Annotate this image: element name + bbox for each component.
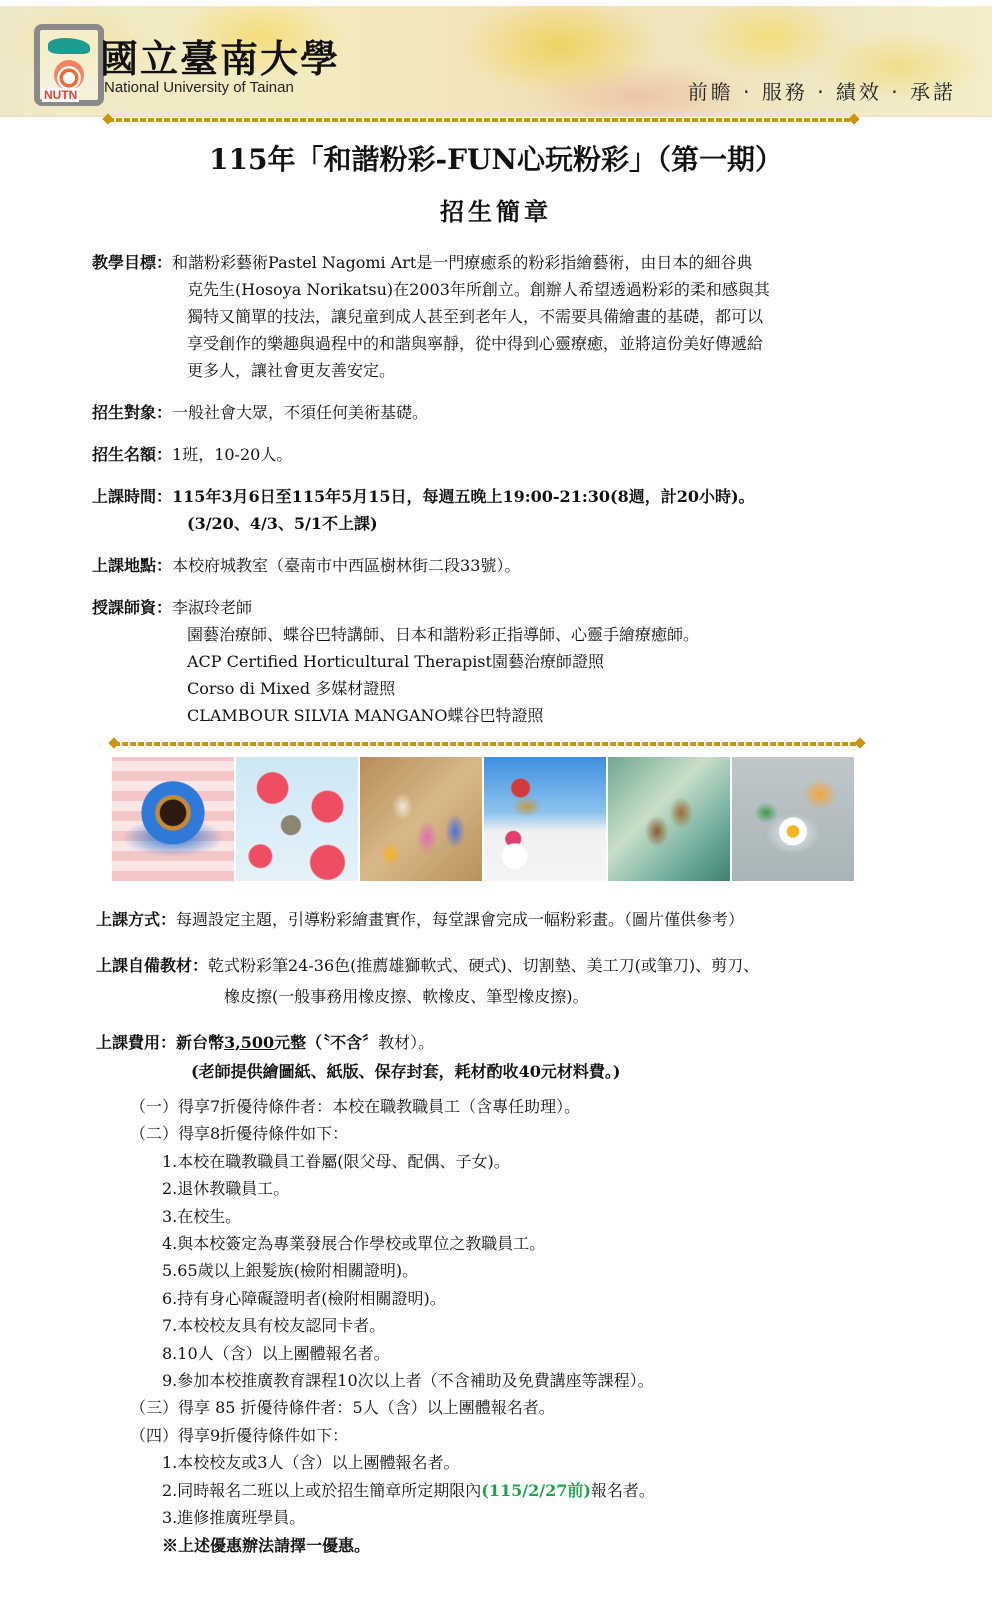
coffee-cup-artwork-image <box>112 757 234 881</box>
materials-label: 上課自備教材： <box>96 956 209 975</box>
discount-tier-2-item: 7.本校校友具有校友認同卡者。 <box>162 1316 386 1336</box>
discount-tier-2-item: 1.本校在職教職員工眷屬(限父母、配偶、子女)。 <box>162 1151 510 1171</box>
section-fee <box>96 1028 620 1086</box>
fee-suffix: 元整（ <box>274 1033 323 1052</box>
pine-cone-artwork-image <box>608 757 730 881</box>
carnation-artwork-image <box>236 757 358 881</box>
goal-line-4: 享受創作的樂趣與過程中的和諧與寧靜，從中得到心靈療癒，並將這份美好傳遞給 <box>187 334 764 353</box>
section-materials <box>96 950 759 1012</box>
method-label: 上課方式： <box>96 910 177 929</box>
discount-tier-3: （三）得享 85 折優待條件者：5人（含）以上團體報名者。 <box>130 1398 555 1418</box>
discount-tier-4: （四）得享9折優待條件如下： <box>130 1425 349 1445</box>
section-target <box>92 399 428 426</box>
schedule-note: (3/20、4/3、5/1不上課) <box>187 514 378 533</box>
fee-amount: 3,500 <box>224 1033 275 1052</box>
university-name-en: National University of Tainan <box>104 79 294 96</box>
goal-line-5: 更多人，讓社會更友善安定。 <box>187 361 396 380</box>
early-registration-text: 2.同時報名二班以上或於招生簡章所定期限內 <box>162 1480 482 1500</box>
discount-tier-2-item: 5.65歲以上銀髮族(檢附相關證明)。 <box>162 1261 419 1281</box>
university-logo <box>34 24 104 106</box>
registration-deadline: (115/2/27前) <box>481 1480 591 1500</box>
section-goal <box>92 249 882 384</box>
top-divider <box>108 118 854 122</box>
discount-tier-1: （一）得享7折優待條件者：本校在職教職員工（含專任助理）。 <box>130 1097 581 1116</box>
instructor-label: 授課師資： <box>92 598 173 617</box>
logo-bird-icon <box>48 38 90 54</box>
page-subtitle: 招生簡章 <box>440 197 552 226</box>
instructor-credential-3: Corso di Mixed 多媒材證照 <box>187 679 396 698</box>
target-label: 招生對象： <box>92 403 173 422</box>
goal-label: 教學目標： <box>92 253 173 272</box>
fee-exclusion: 〝不含〞 <box>322 1033 379 1052</box>
schedule-label: 上課時間： <box>92 487 173 506</box>
early-registration-tail: 報名者。 <box>590 1480 655 1500</box>
discount-tier-4-item: 1.本校校友或3人（含）以上團體報名者。 <box>162 1453 460 1473</box>
goal-line-1: 和諧粉彩藝術Pastel Nagomi Art是一門療癒系的粉彩指繪藝術，由日本的細谷典 <box>172 253 753 272</box>
discount-tier-2: （二）得享8折優待條件如下： <box>130 1124 349 1144</box>
discount-tier-2-item: 3.在校生。 <box>162 1206 242 1226</box>
goal-line-2: 克先生(Hosoya Norikatsu)在2003年所創立。創辦人希望透過粉彩的柔和感與其 <box>187 280 770 299</box>
discount-tier-2-item: 6.持有身心障礙證明者(檢附相關證明)。 <box>162 1288 446 1308</box>
discount-tier-2-item: 2.退休教職員工。 <box>162 1179 290 1199</box>
logo-abbr: NUTN <box>44 88 78 102</box>
parchment-artwork-image <box>360 757 482 881</box>
logo-sun-icon <box>54 60 84 90</box>
method-value: 每週設定主題，引導粉彩繪畫實作，每堂課會完成一幅粉彩畫。（圖片僅供參考） <box>176 910 745 929</box>
section-schedule <box>92 483 892 537</box>
section-method <box>96 906 744 933</box>
discount-tier-4-item: 3.進修推廣班學員。 <box>162 1508 306 1528</box>
quota-value: 1班，10-20人。 <box>172 445 293 464</box>
university-name-cn: 國立臺南大學 <box>100 36 341 81</box>
instructor-credential-2: ACP Certified Horticultural Therapist園藝治療師證照 <box>187 652 604 671</box>
discount-tier-2-item: 8.10人（含）以上團體報名者。 <box>162 1343 390 1363</box>
goal-line-3: 獨特又簡單的技法，讓兒童到成人甚至到老年人，不需要具備繪畫的基礎，都可以 <box>187 307 764 326</box>
page-title: 115年「和諧粉彩-FUN心玩粉彩」（第一期） <box>209 143 783 176</box>
discount-tier-4-item <box>162 1477 655 1504</box>
location-value: 本校府城教室（臺南市中西區樹林街二段33號）。 <box>172 556 521 575</box>
discount-tier-2-item: 9.參加本校推廣教育課程10次以上者（不含補助及免費講座等課程）。 <box>162 1371 654 1391</box>
materials-line-1: 乾式粉彩筆24-36色(推薦雄獅軟式、硬式)、切割墊、美工刀(或筆刀)、剪刀、 <box>208 956 760 975</box>
fee-label: 上課費用： <box>96 1033 177 1052</box>
discount-list <box>130 1093 655 1559</box>
instructor-credential-4: CLAMBOUR SILVIA MANGANO蝶谷巴特證照 <box>187 706 544 725</box>
target-value: 一般社會大眾，不須任何美術基礎。 <box>172 403 429 422</box>
section-location <box>92 552 520 579</box>
schedule-value: 115年3月6日至115年5月15日，每週五晚上19:00-21:30(8週，計20小時)。 <box>172 487 755 506</box>
artwork-gallery <box>112 757 854 881</box>
santa-snowman-artwork-image <box>484 757 606 881</box>
location-label: 上課地點： <box>92 556 173 575</box>
middle-divider <box>114 742 860 746</box>
discount-tier-2-items <box>130 1148 655 1395</box>
instructor-name: 李淑玲老師 <box>172 598 253 617</box>
fee-prefix: 新台幣 <box>176 1033 225 1052</box>
section-quota <box>92 441 292 468</box>
fee-tail: 教材）。 <box>378 1033 435 1052</box>
section-instructor <box>92 594 699 729</box>
discount-tier-2-item: 4.與本校簽定為專業發展合作學校或單位之教職員工。 <box>162 1234 546 1254</box>
discount-footnote: ※上述優惠辦法請擇一優惠。 <box>162 1535 371 1555</box>
discount-tier-4-items <box>130 1449 655 1559</box>
university-motto: 前瞻 · 服務 · 績效 · 承諾 <box>687 80 956 104</box>
quota-label: 招生名額： <box>92 445 173 464</box>
breakfast-artwork-image <box>732 757 854 881</box>
instructor-credential-1: 園藝治療師、蝶谷巴特講師、日本和諧粉彩正指導師、心靈手繪療癒師。 <box>187 625 700 644</box>
header-banner <box>0 6 992 117</box>
materials-line-2: 橡皮擦(一般事務用橡皮擦、軟橡皮、筆型橡皮擦)。 <box>224 987 589 1006</box>
fee-note: (老師提供繪圖紙、紙版、保存封套，耗材酌收40元材料費。) <box>191 1062 621 1081</box>
